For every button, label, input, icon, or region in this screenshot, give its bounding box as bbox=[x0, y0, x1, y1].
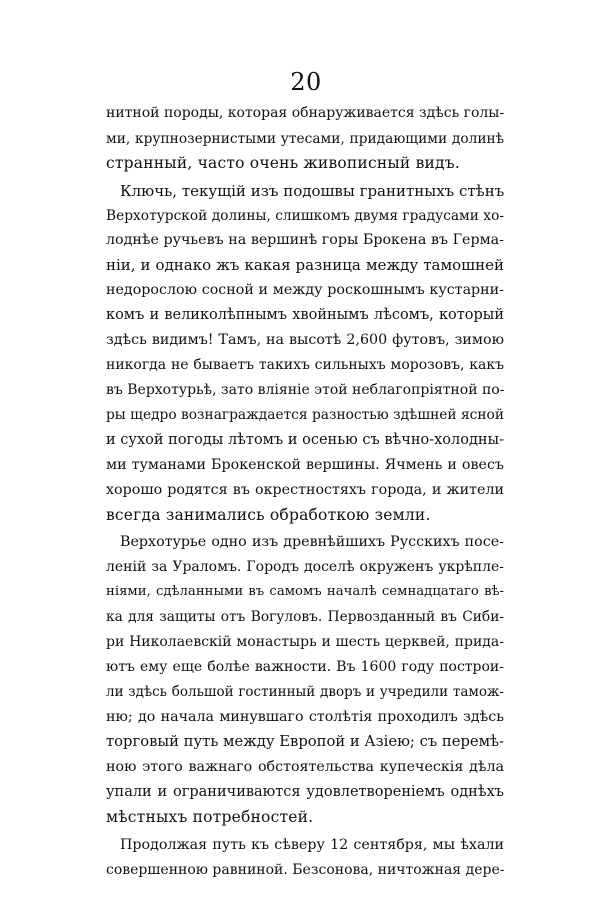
text-line-16: хорошо родятся въ окрестностяхъ города, и жители bbox=[106, 482, 504, 498]
text-line-24: ли здѣсь большой гостинный дворъ и учредили тамож- bbox=[106, 684, 504, 700]
text-line-3: странный, часто очень живописный видъ. bbox=[106, 154, 460, 172]
text-line-12: въ Верхотурьѣ, зато вліяніе этой неблагопріятной по- bbox=[106, 382, 505, 398]
text-line-27: ною этого важнаго обстоятельства купеческія дѣла bbox=[106, 759, 504, 775]
text-line-14: и сухой погоды лѣтомъ и осенью съ вѣчно-холодны- bbox=[106, 432, 504, 448]
text-line-5: Верхотурской долины, слишкомъ двумя градусами хо- bbox=[106, 208, 504, 224]
text-line-7: ніи, и однако жъ какая разница между тамошней bbox=[106, 256, 504, 274]
text-line-15: ми туманами Брокенской вершины. Ячмень и овесъ bbox=[106, 457, 504, 473]
text-line-25: ню; до начала минувшаго столѣтія проходилъ здѣсь bbox=[106, 709, 504, 725]
text-line-13: ры щедро вознаграждается разностью здѣшней ясной bbox=[106, 407, 504, 423]
text-line-10: здѣсь видимъ! Тамъ, на высотѣ 2,600 футовъ, зимою bbox=[106, 332, 504, 348]
text-line-20: ніями, сдѣланными въ самомъ началѣ семнадцатаго вѣ- bbox=[106, 584, 504, 599]
text-line-28: упали и ограничиваются удовлетвореніемъ однѣхъ bbox=[106, 784, 504, 800]
text-line-19: леній за Ураломъ. Городъ доселѣ окруженъ укрѣпле- bbox=[106, 559, 504, 575]
text-line-11: никогда не бываетъ такихъ сильныхъ морозовъ, какъ bbox=[106, 357, 504, 373]
text-line-26: торговый путь между Европой и Азіею; съ перемѣ- bbox=[106, 733, 504, 750]
text-line-31: совершенною равниной. Безсонова, ничтожная дере- bbox=[106, 862, 505, 878]
text-line-6: лоднѣе ручьевъ на вершинѣ горы Брокена въ Герма- bbox=[106, 232, 504, 248]
text-line-1: нитной породы, которая обнаруживается здѣсь голы- bbox=[106, 105, 505, 121]
text-line-22: ри Николаевскій монастырь и шесть церквей, прида- bbox=[106, 634, 504, 650]
text-line-2: ми, крупнозернистыми утесами, придающими долинѣ bbox=[106, 131, 504, 147]
text-line-17: всегда занимались обработкою земли. bbox=[106, 506, 431, 524]
page-number: 20 bbox=[290, 68, 322, 96]
text-line-18: Верхотурье одно изъ древнѣйшихъ Русскихъ посе- bbox=[120, 534, 504, 550]
text-line-21: ка для защиты отъ Вогуловъ. Первозданный въ Сиби- bbox=[106, 609, 504, 625]
text-line-23: ютъ ему еще болѣе важности. Въ 1600 году построи- bbox=[106, 659, 504, 675]
text-line-8: недорослою сосной и между роскошнымъ кустарни- bbox=[106, 282, 504, 298]
text-line-30: Продолжая путь къ сѣверу 12 сентября, мы ѣхали bbox=[120, 837, 504, 853]
text-line-4: Ключь, текущій изъ подошвы гранитныхъ стѣнъ bbox=[120, 182, 505, 200]
text-line-29: мѣстныхъ потребностей. bbox=[106, 808, 314, 826]
text-line-9: комъ и великолѣпнымъ хвойнымъ лѣсомъ, который bbox=[106, 307, 504, 323]
